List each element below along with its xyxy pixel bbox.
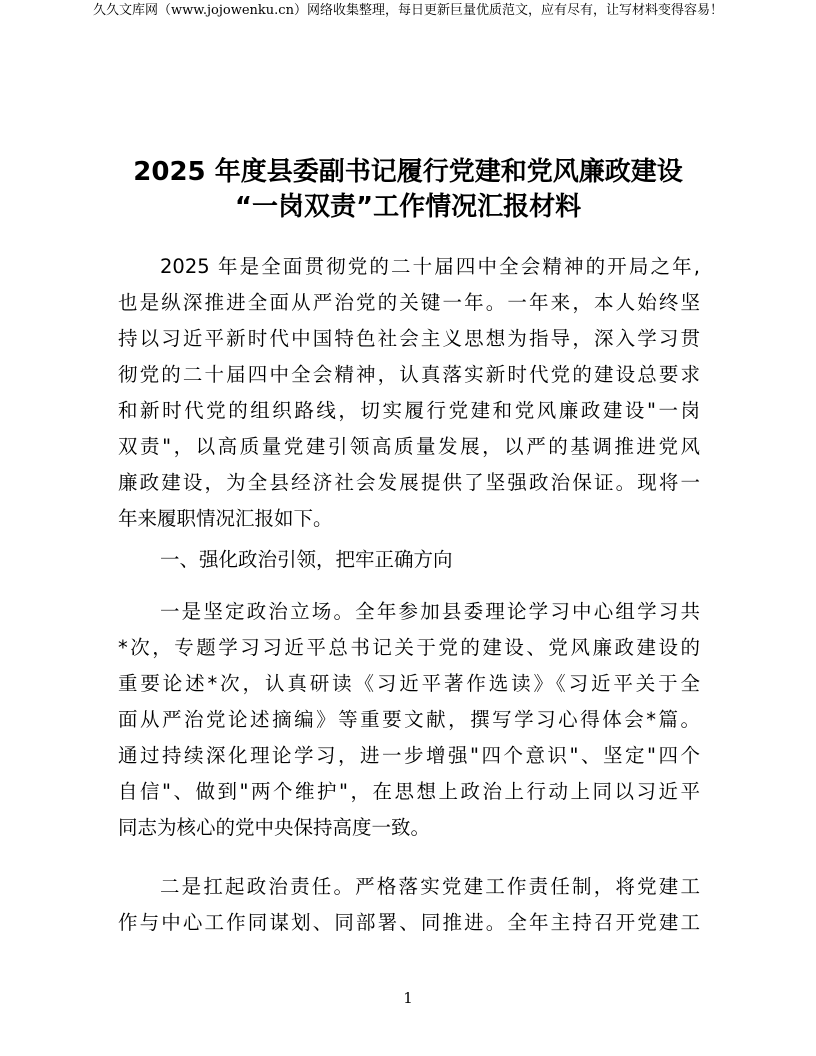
paragraph-line: 也是纵深推进全面从严治党的关键一年。一年来，本人始终坚 [118, 291, 700, 314]
paragraph-line: 年来履职情况汇报如下。 [118, 507, 333, 530]
document-title-line-2: “一岗双责”工作情况汇报材料 [234, 192, 582, 222]
paragraph-line: 一是坚定政治立场。全年参加县委理论学习中心组学习共 [160, 600, 700, 623]
document-title-line-1: 2025 年度县委副书记履行党建和党风廉政建设 [133, 157, 683, 187]
paragraph-line: 和新时代党的组织路线，切实履行党建和党风廉政建设"一岗 [118, 399, 700, 422]
section-heading-text: 一、强化政治引领，把牢正确方向 [160, 548, 453, 571]
paragraph-line: 持以习近平新时代中国特色社会主义思想为指导，深入学习贯 [118, 327, 700, 350]
paragraph-line: 同志为核心的党中央保持高度一致。 [118, 816, 431, 839]
paragraph-line: 重要论述*次，认真研读《习近平著作选读》《习近平关于全 [118, 672, 700, 695]
paragraph-line: 彻党的二十届四中全会精神，认真落实新时代党的建设总要求 [118, 363, 700, 386]
paragraph-line: 作与中心工作同谋划、同部署、同推进。全年主持召开党建工 [118, 911, 700, 934]
paragraph-line: 2025 年是全面贯彻党的二十届四中全会精神的开局之年, [160, 255, 700, 278]
paragraph-line: 双责"，以高质量党建引领高质量发展，以严的基调推进党风 [118, 435, 700, 458]
page-number: 1 [403, 989, 413, 1007]
paragraph-line: 通过持续深化理论学习，进一步增强"四个意识"、坚定"四个 [118, 744, 700, 767]
paragraph-line: 廉政建设，为全县经济社会发展提供了坚强政治保证。现将一 [118, 471, 700, 494]
paragraph-line: 面从严治党论述摘编》等重要文献，撰写学习心得体会*篇。 [118, 708, 700, 731]
paragraph-line: 自信"、做到"两个维护"，在思想上政治上行动上同以习近平 [118, 780, 700, 803]
paragraph-line: 二是扛起政治责任。严格落实党建工作责任制，将党建工 [160, 875, 700, 898]
header-note: 久久文库网（www.jojowenku.cn）网络收集整理，每日更新巨量优质范文，应有尽有，让写材料变得容易！ [93, 3, 723, 18]
paragraph-line: *次，专题学习习近平总书记关于党的建设、党风廉政建设的 [118, 636, 700, 659]
